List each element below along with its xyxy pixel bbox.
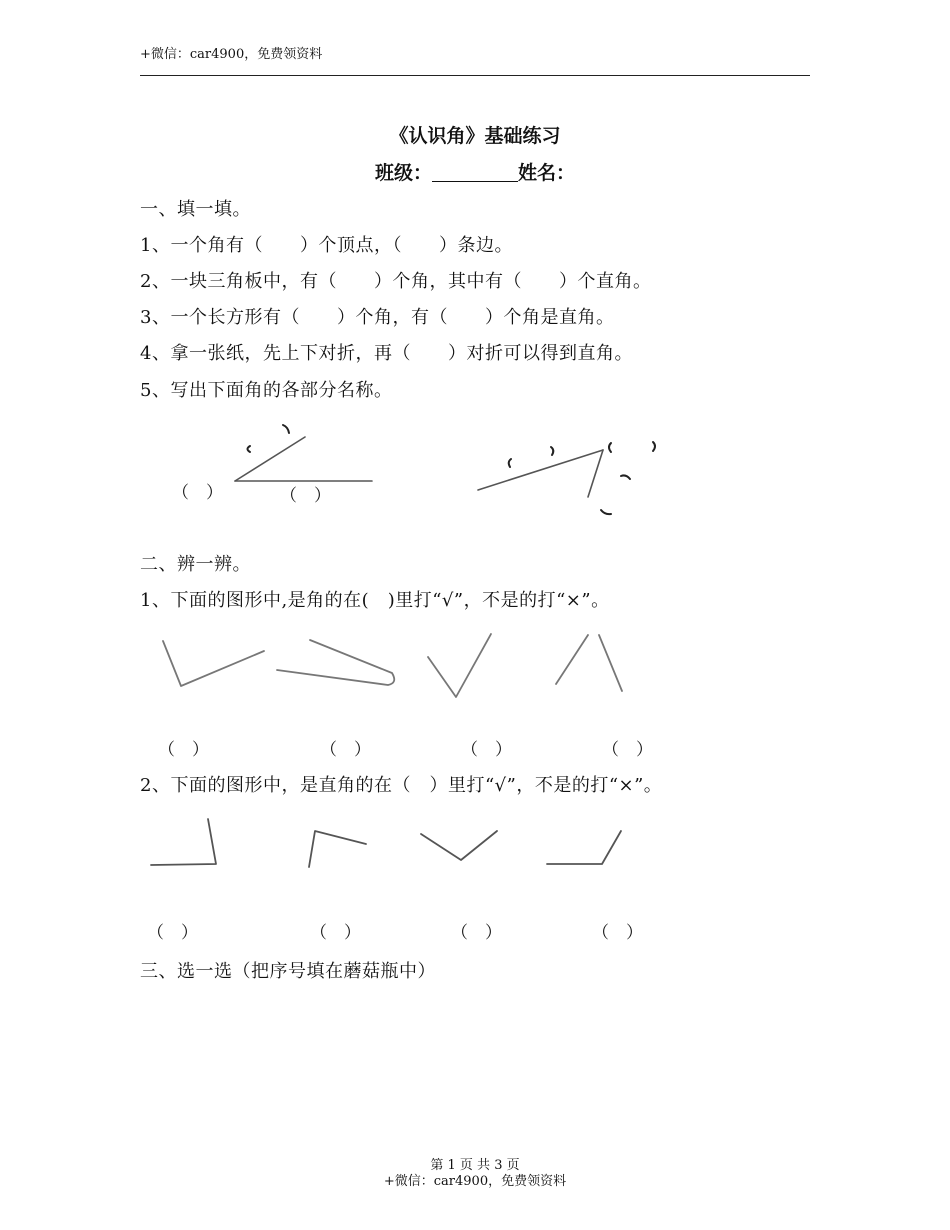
shape-right-angle-candidate (421, 831, 497, 860)
shape-right-angle-candidate (547, 831, 621, 864)
page-header-text: +微信：car4900，免费领资料 (140, 47, 323, 62)
label-bracket-mark (283, 425, 289, 433)
angle-diagram-left (235, 425, 372, 481)
answer-paren[interactable]: （ ） (320, 740, 371, 760)
label-bracket-mark (551, 447, 553, 455)
shape-angle-candidate (428, 634, 491, 697)
answer-paren[interactable]: （ ） (310, 923, 361, 943)
page-title: 《认识角》基础练习 (389, 125, 561, 147)
shape-open-lines (599, 635, 622, 691)
angle-side (235, 437, 305, 481)
answer-paren[interactable]: （ ） (592, 923, 643, 943)
fill-item-4: 4、拿一张纸，先上下对折，再（ ）对折可以得到直角。 (140, 343, 633, 364)
answer-paren[interactable]: （ ） (451, 923, 502, 943)
class-blank[interactable] (432, 165, 518, 182)
fill-item-1: 1、一个角有（ ）个顶点，（ ）条边。 (140, 235, 513, 256)
shape-curved-candidate (277, 640, 394, 685)
judge-question-1: 1、下面的图形中,是角的在( )里打“√”，不是的打“×”。 (140, 590, 610, 611)
angle-label-paren[interactable]: （ ） (280, 486, 331, 506)
angle-label-paren[interactable]: （ ） (172, 483, 223, 503)
shape-right-angle-candidate (151, 819, 216, 865)
answer-paren[interactable]: （ ） (602, 740, 653, 760)
angle-side (478, 450, 603, 490)
fill-item-2: 2、一块三角板中，有（ ）个角，其中有（ ）个直角。 (140, 271, 652, 292)
section-heading-choose: 三、选一选（把序号填在蘑菇瓶中） (140, 961, 436, 982)
shape-right-angle-candidate (309, 831, 366, 867)
label-bracket-mark (609, 443, 611, 452)
angle-diagram-right (478, 442, 655, 514)
label-bracket-mark (601, 510, 611, 514)
answer-paren[interactable]: （ ） (147, 923, 198, 943)
section-heading-judge: 二、辨一辨。 (140, 554, 251, 575)
section-heading-fill: 一、填一填。 (140, 199, 251, 220)
label-bracket-mark (653, 442, 655, 451)
fill-item-3: 3、一个长方形有（ ）个角，有（ ）个角是直角。 (140, 307, 615, 328)
name-label: 姓名： (518, 162, 576, 184)
label-bracket-mark (509, 459, 511, 467)
shape-angle-candidate (163, 641, 264, 686)
answer-paren[interactable]: （ ） (158, 740, 209, 760)
class-label: 班级： (374, 162, 432, 184)
label-bracket-mark (621, 475, 630, 479)
shape-open-lines (556, 635, 588, 684)
page-number: 第 1 页 共 3 页 (430, 1158, 520, 1173)
angle-side (588, 450, 603, 497)
page-footer-text: +微信：car4900，免费领资料 (383, 1174, 567, 1189)
answer-paren[interactable]: （ ） (461, 740, 512, 760)
header-rule (140, 75, 810, 76)
judge-question-2: 2、下面的图形中，是直角的在（ ）里打“√”，不是的打“×”。 (140, 775, 663, 796)
class-name-line (0, 158, 950, 185)
fill-item-5: 5、写出下面角的各部分名称。 (140, 380, 393, 401)
label-bracket-mark (248, 446, 251, 452)
